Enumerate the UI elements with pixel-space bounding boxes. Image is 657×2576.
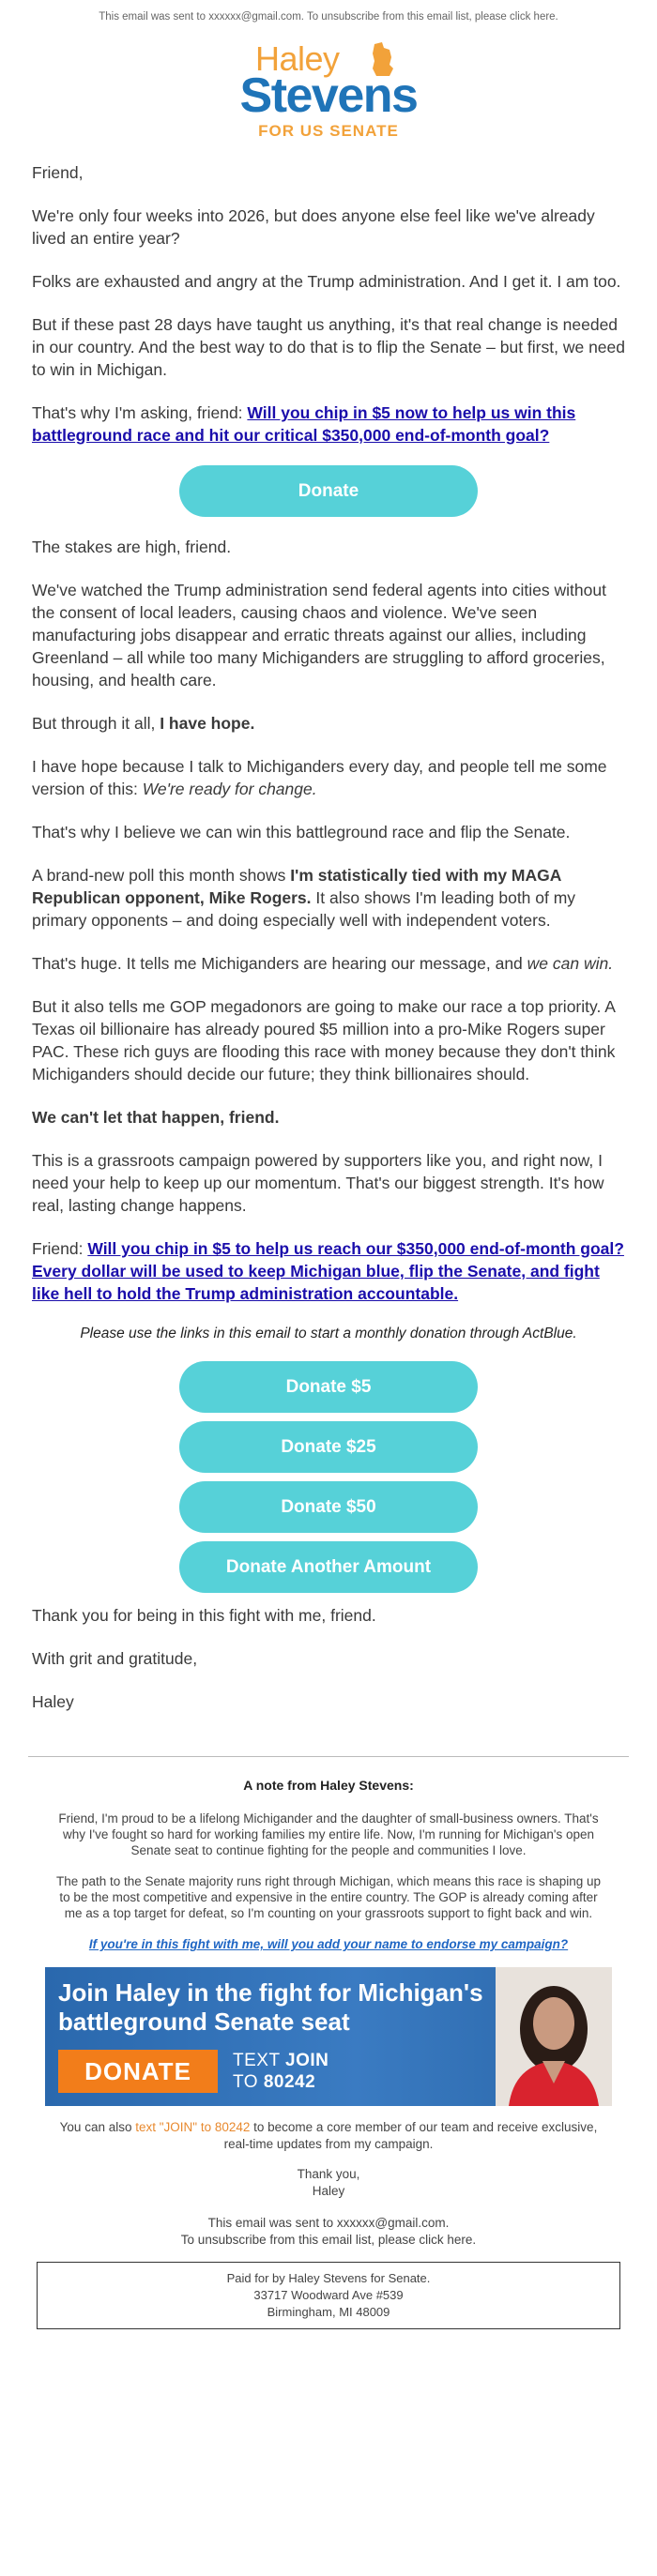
donation-buttons bbox=[0, 1361, 657, 1593]
paragraph-6: We've watched the Trump administration send federal agents into cities without the consent of local leaders, causing chaos and violence. We've seen manufacturing jobs disappear and erratic threats against our allies, including Greenland – all while too many Michiganders are struggling to afford groceries, housing, and health care. bbox=[32, 581, 606, 689]
note-paragraph-2: The path to the Senate majority runs right through Michigan, which means this race is shaping up to be the most competitive and expensive in the entire country. The GOP is already coming after me as a top target for defeat, so I'm counting on your grassroots support to fight back and win. bbox=[55, 1874, 602, 1920]
donate-5-button[interactable]: Donate $5 bbox=[179, 1361, 478, 1413]
preheader-text[interactable]: This email was sent to xxxxxx@gmail.com. To unsubscribe from this email list, please click here. bbox=[99, 11, 558, 23]
paragraph-7-bold: I have hope. bbox=[160, 714, 255, 733]
paragraph-13-bold: We can't let that happen, friend. bbox=[32, 1108, 280, 1127]
paragraph-10-lead: A brand-new poll this month shows bbox=[32, 866, 291, 885]
donate-25-button[interactable]: Donate $25 bbox=[179, 1421, 478, 1473]
join-banner[interactable] bbox=[45, 1967, 612, 2106]
endorse-campaign-link[interactable]: If you're in this fight with me, will you add your name to endorse my campaign? bbox=[88, 1937, 569, 1951]
banner-number: 80242 bbox=[263, 2072, 316, 2092]
paragraph-13 bbox=[32, 1106, 625, 1129]
donate-button[interactable]: Donate bbox=[179, 465, 478, 517]
paragraph-15 bbox=[32, 1237, 625, 1305]
banner-join-word: JOIN bbox=[285, 2051, 329, 2070]
candidate-photo bbox=[496, 1967, 612, 2106]
banner-text-word: TEXT bbox=[233, 2051, 281, 2070]
logo-senate-text: FOR US SENATE bbox=[258, 122, 399, 140]
paragraph-8 bbox=[32, 755, 625, 800]
paragraph-8-lead: I have hope because I talk to Michiganders every day, and people tell me some version of this: bbox=[32, 757, 607, 798]
banner-title: Join Haley in the fight for Michigan's battleground Senate seat bbox=[58, 1978, 483, 2036]
signoff-name: Haley bbox=[312, 2184, 345, 2198]
paragraph-9: That's why I believe we can win this battleground race and flip the Senate. bbox=[32, 823, 571, 841]
note-endorse-paragraph bbox=[52, 1936, 605, 1952]
paragraph-11-italic: we can win. bbox=[527, 954, 614, 973]
paragraph-11 bbox=[32, 952, 625, 975]
paragraph-8-italic: We're ready for change. bbox=[142, 780, 317, 798]
greeting: Friend, bbox=[32, 163, 84, 182]
paragraph-7-lead: But through it all, bbox=[32, 714, 160, 733]
chip-in-link-1[interactable]: Will you chip in $5 now to help us win this battleground race and hit our critical $350,000 end-of-month goal? bbox=[32, 403, 576, 445]
paragraph-2: Folks are exhausted and angry at the Trump administration. And I get it. I am too. bbox=[32, 272, 621, 291]
paragraph-12: But it also tells me GOP megadonors are going to make our race a top priority. A Texas oil billionaire has already poured $5 million into a pro-Mike Rogers super PAC. These rich guys are flooding this race with money because they don't think Michiganders should decide our future; they think billionaires should. bbox=[32, 997, 616, 1083]
text-join-lead: You can also bbox=[59, 2120, 136, 2134]
banner-donate-button[interactable]: DONATE bbox=[58, 2050, 218, 2093]
paragraph-3: But if these past 28 days have taught us anything, it's that real change is needed in our country. And the best way to do that is to flip the Senate – but first, we need to win in Michigan. bbox=[32, 315, 625, 379]
footer bbox=[0, 2215, 657, 2249]
paragraph-4-lead: That's why I'm asking, friend: bbox=[32, 403, 248, 422]
note-paragraph-1: Friend, I'm proud to be a lifelong Michigander and the daughter of small-business owners. That's why I've fought so hard for working families my entire life. Now, I'm running for Michigan's open Senate seat to continue fighting for the people and communities I love. bbox=[58, 1811, 599, 1857]
donate-50-button[interactable]: Donate $50 bbox=[179, 1481, 478, 1533]
donate-other-amount-button[interactable]: Donate Another Amount bbox=[179, 1541, 478, 1593]
paid-for-city: Birmingham, MI 48009 bbox=[267, 2305, 390, 2319]
monthly-donation-note: Please use the links in this email to start a monthly donation through ActBlue. bbox=[80, 1326, 577, 1341]
note-signoff bbox=[0, 2166, 657, 2200]
paragraph-14: This is a grassroots campaign powered by supporters like you, and right now, I need your help to keep up our momentum. That's our biggest strength. It's how real, lasting change happens. bbox=[32, 1151, 604, 1215]
paragraph-10 bbox=[32, 864, 625, 932]
letter-body-2 bbox=[0, 536, 657, 1305]
text-join-info bbox=[0, 2119, 657, 2153]
note-section bbox=[0, 1778, 657, 1952]
paragraph-1: We're only four weeks into 2026, but does anyone else feel like we've already lived an entire year? bbox=[32, 206, 595, 248]
paragraph-7 bbox=[32, 712, 625, 735]
banner-to-word: TO bbox=[233, 2072, 259, 2092]
logo-stevens-text: Stevens bbox=[239, 68, 418, 123]
text-join-tail: to become a core member of our team and receive exclusive, real-time updates from my campaign. bbox=[223, 2120, 598, 2151]
paid-for-line: Paid for by Haley Stevens for Senate. bbox=[226, 2271, 431, 2285]
paragraph-10-bold: I'm statistically tied with my MAGA Republican opponent, Mike Rogers. bbox=[32, 866, 561, 907]
paid-for-address: 33717 Woodward Ave #539 bbox=[253, 2288, 404, 2302]
letter-closing bbox=[0, 1604, 657, 1713]
text-join-highlight[interactable]: text "JOIN" to 80242 bbox=[135, 2120, 251, 2134]
footer-sent-to: This email was sent to xxxxxx@gmail.com. bbox=[207, 2216, 450, 2230]
note-heading: A note from Haley Stevens: bbox=[243, 1778, 414, 1793]
paragraph-15-lead: Friend: bbox=[32, 1239, 88, 1258]
signoff-thanks: Thank you, bbox=[297, 2167, 360, 2181]
footer-unsubscribe[interactable]: To unsubscribe from this email list, please click here. bbox=[180, 2233, 477, 2247]
campaign-logo bbox=[216, 38, 441, 141]
paragraph-4 bbox=[32, 402, 625, 447]
section-divider bbox=[28, 1756, 629, 1757]
paid-for-box bbox=[37, 2262, 620, 2329]
banner-text-join bbox=[233, 2050, 328, 2093]
logo-haley-text: Haley bbox=[255, 39, 340, 78]
chip-in-link-2[interactable]: Will you chip in $5 to help us reach our $350,000 end-of-month goal? Every dollar will be used to keep Michigan blue, flip the Senate, and fight like hell to hold the Trump administration accountable. bbox=[32, 1239, 624, 1303]
paragraph-10-tail: It also shows I'm leading both of my primary opponents – and doing especially well with independent voters. bbox=[32, 888, 576, 930]
closing-thanks: Thank you for being in this fight with me, friend. bbox=[32, 1606, 376, 1625]
paragraph-5: The stakes are high, friend. bbox=[32, 538, 232, 556]
letter-body bbox=[0, 161, 657, 447]
closing-signature: Haley bbox=[32, 1692, 74, 1711]
paragraph-11-lead: That's huge. It tells me Michiganders are hearing our message, and bbox=[32, 954, 527, 973]
closing-salutation: With grit and gratitude, bbox=[32, 1649, 198, 1668]
